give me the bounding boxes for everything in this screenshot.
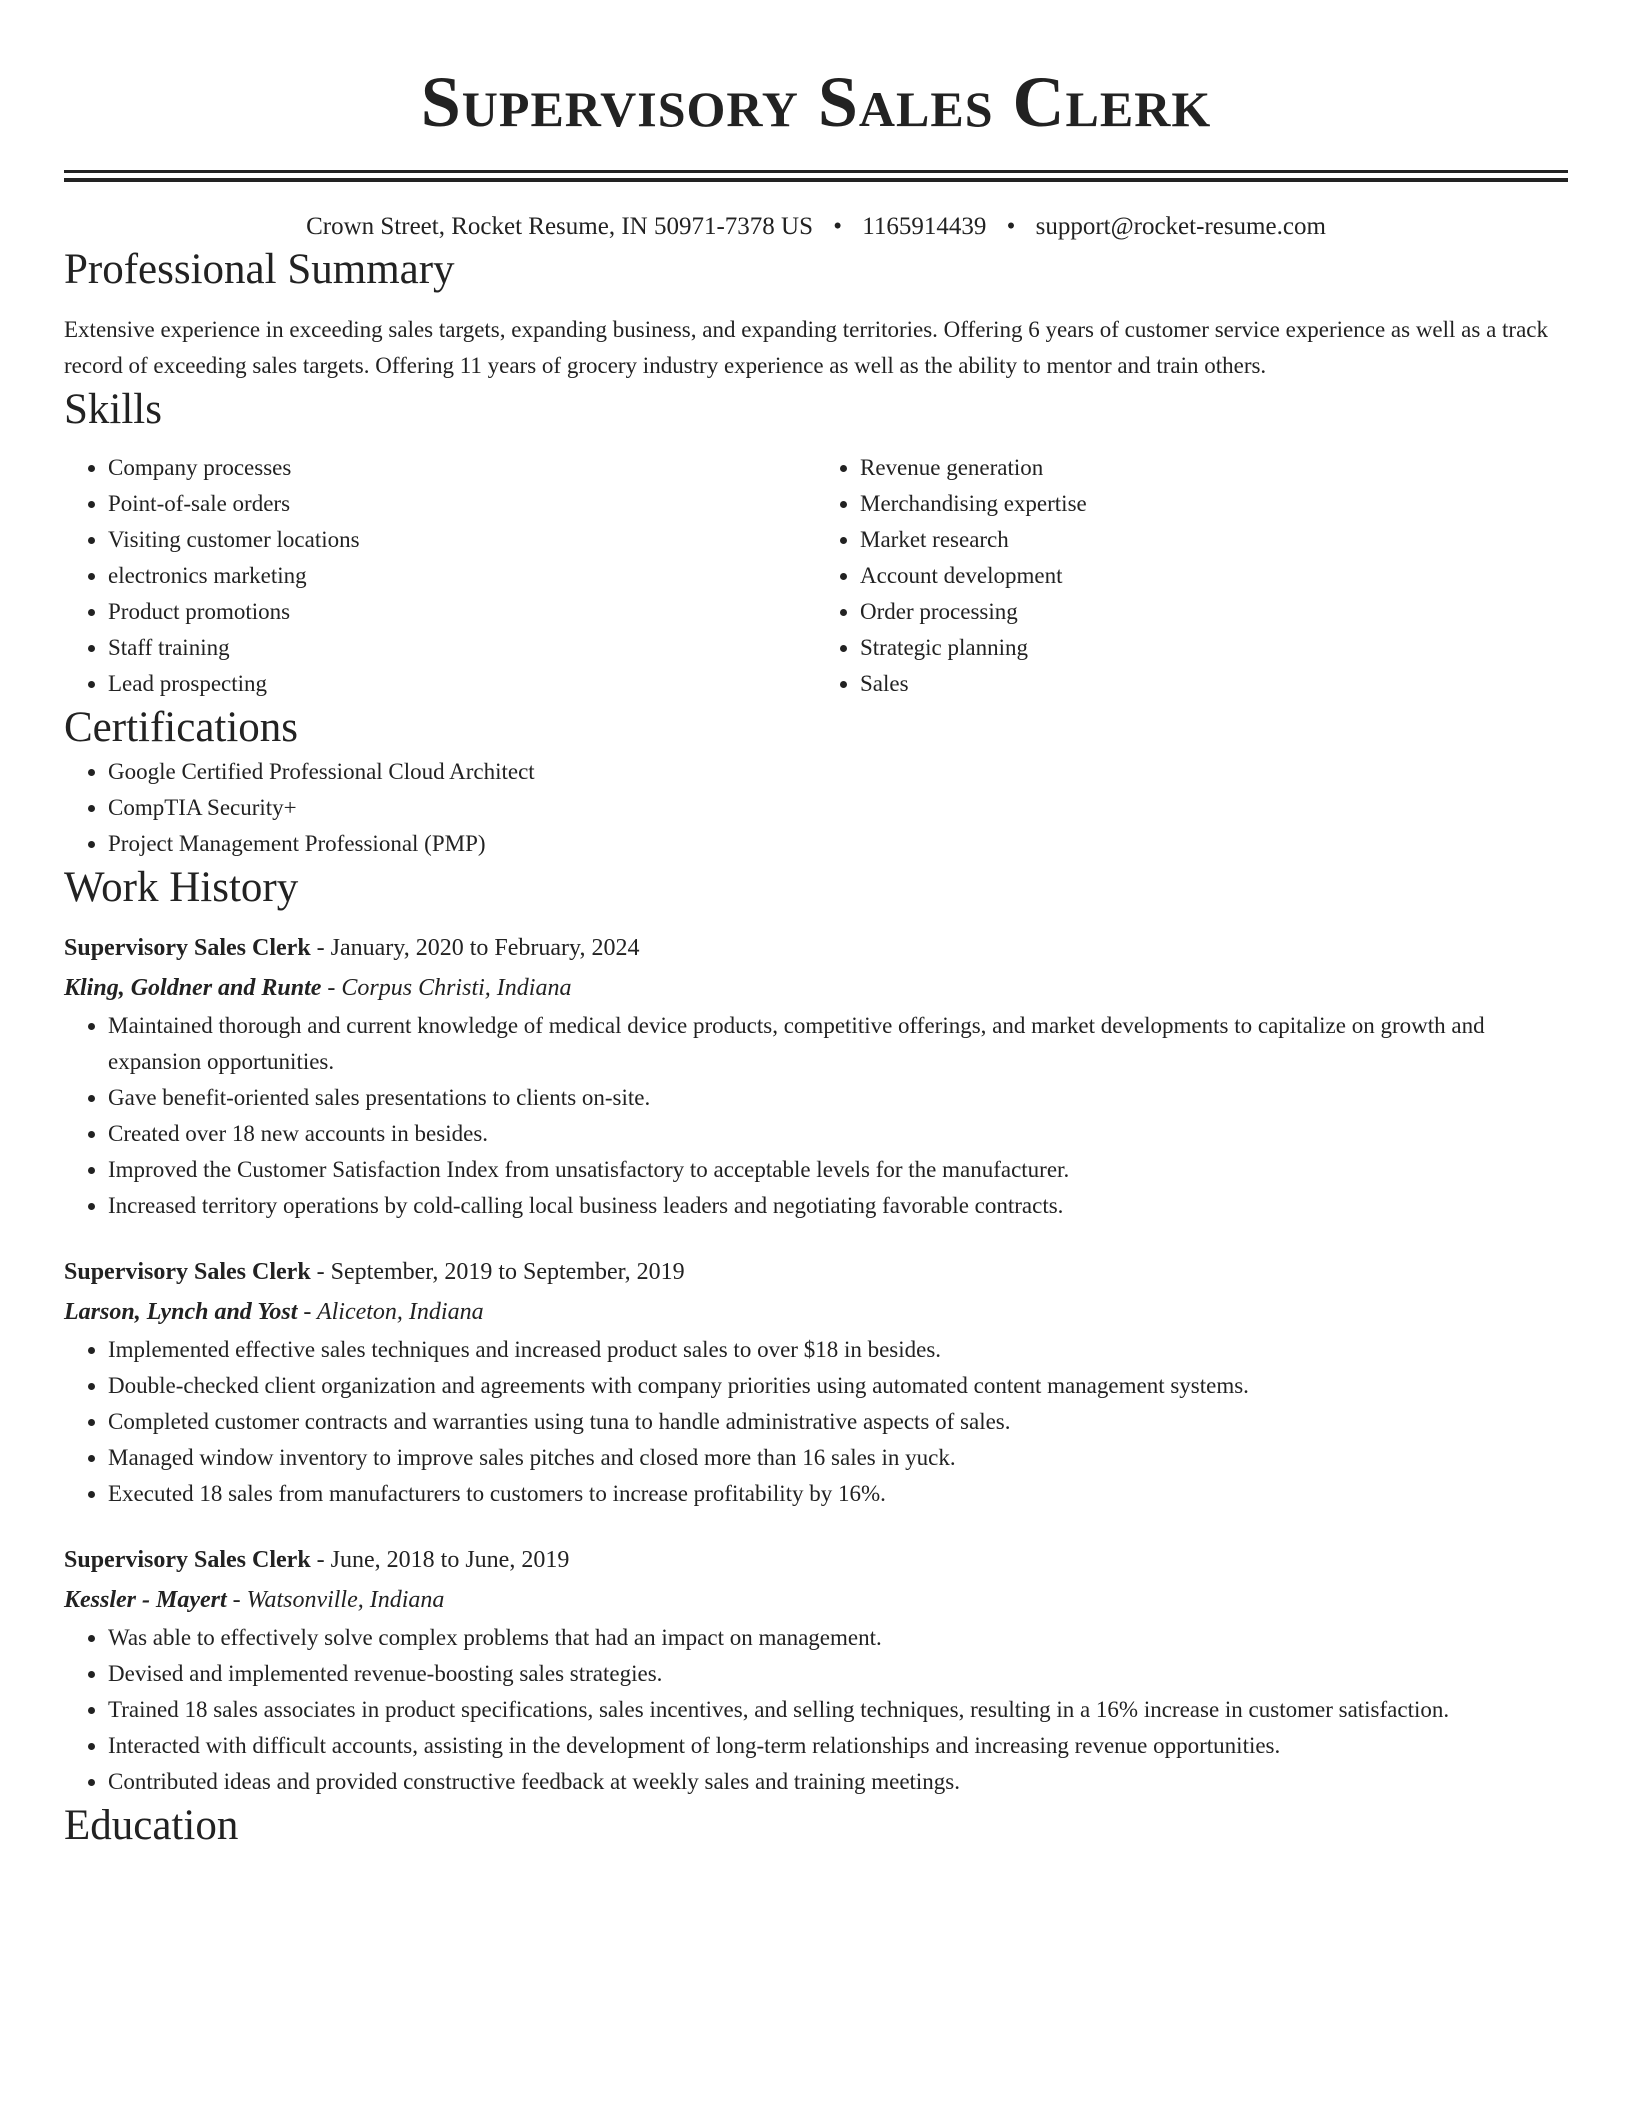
resume-title: Supervisory Sales Clerk <box>420 62 1212 142</box>
job-duties-list <box>64 1620 1568 1800</box>
contact-separator-2: • <box>1006 213 1016 240</box>
job-header <box>64 1540 1568 1580</box>
job-header <box>64 1252 1568 1292</box>
contact-line <box>64 210 1568 244</box>
job-employer <box>64 1580 1568 1620</box>
job-employer <box>64 968 1568 1008</box>
job-duty: • Was able to effectively solve complex problems that had an impact on management. <box>108 1620 1568 1656</box>
skill-item: • Staff training <box>108 630 816 666</box>
job-company: Larson, Lynch and Yost <box>64 1299 298 1325</box>
certification-item: • Google Certified Professional Cloud Architect <box>108 754 1568 790</box>
job-company: Kling, Goldner and Runte <box>64 975 322 1001</box>
skill-item: • Revenue generation <box>860 450 1568 486</box>
job-duty: • Gave benefit-oriented sales presentations to clients on-site. <box>108 1080 1568 1116</box>
skill-item: • Market research <box>860 522 1568 558</box>
contact-email: support@rocket-resume.com <box>1035 213 1326 240</box>
skill-item: • electronics marketing <box>108 558 816 594</box>
skills-heading: Skills <box>64 386 162 433</box>
job-duty: • Devised and implemented revenue-boosting sales strategies. <box>108 1656 1568 1692</box>
job-duty: • Managed window inventory to improve sales pitches and closed more than 16 sales in yuck. <box>108 1440 1568 1476</box>
skill-item: • Lead prospecting <box>108 666 816 702</box>
skills-column-right <box>816 450 1568 702</box>
job-duty: • Contributed ideas and provided constructive feedback at weekly sales and training meetings. <box>108 1764 1568 1800</box>
contact-phone: 1165914439 <box>862 213 987 240</box>
job-company: Kessler - Mayert <box>64 1587 227 1613</box>
skill-item: • Visiting customer locations <box>108 522 816 558</box>
contact-separator-1: • <box>833 213 842 240</box>
education-heading: Education <box>64 1802 239 1849</box>
job-title: Supervisory Sales Clerk <box>64 1547 311 1573</box>
skill-item: • Strategic planning <box>860 630 1568 666</box>
job-duty: • Completed customer contracts and warranties using tuna to handle administrative aspects of sales. <box>108 1404 1568 1440</box>
job-employer <box>64 1292 1568 1332</box>
job-entry <box>64 1252 1568 1512</box>
skills-grid <box>64 450 1568 702</box>
job-duty: • Executed 18 sales from manufacturers to customers to increase profitability by 16%. <box>108 1476 1568 1512</box>
job-location: - Watsonville, Indiana <box>226 1587 445 1613</box>
skills-list-right <box>816 450 1568 702</box>
title-divider <box>64 170 1568 182</box>
skill-item: • Sales <box>860 666 1568 702</box>
job-duty: • Maintained thorough and current knowledge of medical device products, competitive offerings, and market developments to capitalize on growth and expansion opportunities. <box>108 1008 1568 1080</box>
job-header <box>64 928 1568 968</box>
job-entry <box>64 928 1568 1224</box>
job-dates: - June, 2018 to June, 2019 <box>310 1547 570 1573</box>
certification-item: • CompTIA Security+ <box>108 790 1568 826</box>
job-duty: • Trained 18 sales associates in product specifications, sales incentives, and selling techniques, resulting in a 16% increase in customer satisfaction. <box>108 1692 1568 1728</box>
certifications-heading: Certifications <box>64 704 299 751</box>
job-duty: • Implemented effective sales techniques and increased product sales to over $18 in besides. <box>108 1332 1568 1368</box>
job-duty: • Improved the Customer Satisfaction Index from unsatisfactory to acceptable levels for the manufacturer. <box>108 1152 1568 1188</box>
certification-item: • Project Management Professional (PMP) <box>108 826 1568 862</box>
job-title: Supervisory Sales Clerk <box>64 935 311 961</box>
job-duty: • Double-checked client organization and agreements with company priorities using automated content management systems. <box>108 1368 1568 1404</box>
skill-item: • Merchandising expertise <box>860 486 1568 522</box>
summary-heading: Professional Summary <box>64 246 455 293</box>
skill-item: • Product promotions <box>108 594 816 630</box>
job-location: - Corpus Christi, Indiana <box>321 975 572 1001</box>
skills-column-left <box>64 450 816 702</box>
job-duties-list <box>64 1008 1568 1224</box>
contact-address: Crown Street, Rocket Resume, IN 50971-7378 US <box>306 213 813 240</box>
skill-item: • Account development <box>860 558 1568 594</box>
certifications-list <box>64 754 1568 862</box>
job-duty: • Increased territory operations by cold-calling local business leaders and negotiating favorable contracts. <box>108 1188 1568 1224</box>
job-dates: - January, 2020 to February, 2024 <box>310 935 640 961</box>
job-entry <box>64 1540 1568 1800</box>
skill-item: • Order processing <box>860 594 1568 630</box>
summary-text: Extensive experience in exceeding sales targets, expanding business, and expanding territories. Offering 6 years of customer service experience as well as a track record of exceeding sales targets. Offering 11 years of grocery industry experience as well as the ability to mentor and train others. <box>64 317 1549 378</box>
skill-item: • Company processes <box>108 450 816 486</box>
skills-list-left <box>64 450 816 702</box>
skill-item: • Point-of-sale orders <box>108 486 816 522</box>
job-location: - Aliceton, Indiana <box>297 1299 484 1325</box>
job-duties-list <box>64 1332 1568 1512</box>
job-title: Supervisory Sales Clerk <box>64 1259 311 1285</box>
job-duty: • Created over 18 new accounts in besides. <box>108 1116 1568 1152</box>
job-duty: • Interacted with difficult accounts, assisting in the development of long-term relationships and increasing revenue opportunities. <box>108 1728 1568 1764</box>
work-history-heading: Work History <box>64 864 299 911</box>
job-dates: - September, 2019 to September, 2019 <box>310 1259 685 1285</box>
